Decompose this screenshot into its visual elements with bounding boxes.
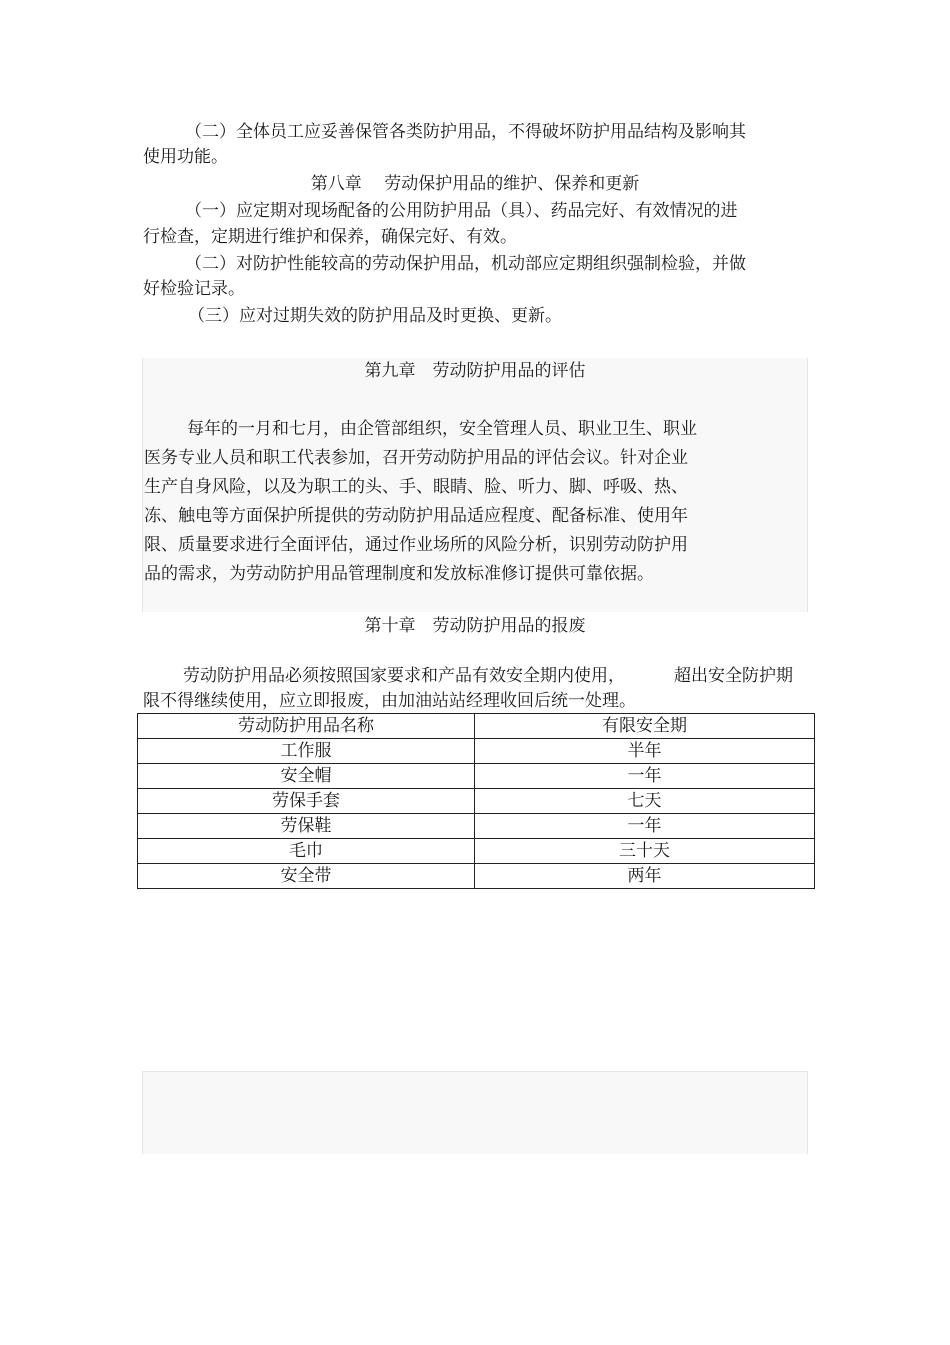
chapter9-line-3: 生产自身风险，以及为职工的头、手、眼睛、脸、听力、脚、呼吸、热、 [144,477,688,497]
header-safety-period: 有限安全期 [475,714,815,739]
chapter10-line2: 限不得继续使用，应立即报废，由加油站站经理收回后统一处理。 [143,691,636,711]
chapter9-heading: 第九章 劳动防护用品的评估 [364,361,586,381]
chapter9-panel [142,358,808,612]
chapter10-line1-part-a: 劳动防护用品必须按照国家要求和产品有效安全期内使用， [183,666,625,686]
item-name-cell: 劳保鞋 [138,814,475,839]
safety-period-cell: 七天 [475,789,815,814]
chapter10-heading: 第十章 劳动防护用品的报废 [364,616,586,636]
table-row [138,864,815,889]
header-item-name: 劳动防护用品名称 [138,714,475,739]
chapter9-line-5: 限、质量要求进行全面评估，通过作业场所的风险分析，识别劳动防护用 [144,535,688,555]
section7-item2-line1: （二）全体员工应妥善保管各类防护用品，不得破坏防护用品结构及影响其 [185,122,746,142]
safety-period-cell: 三十天 [475,839,815,864]
chapter9-line-2: 医务专业人员和职工代表参加，召开劳动防护用品的评估会议。针对企业 [144,448,688,468]
chapter9-line-4: 冻、触电等方面保护所提供的劳动防护用品适应程度、配备标准、使用年 [144,506,688,526]
chapter8-item2-line1: （二）对防护性能较高的劳动保护用品，机动部应定期组织强制检验，并做 [185,254,746,274]
item-name-cell: 毛巾 [138,839,475,864]
safety-period-cell: 一年 [475,764,815,789]
table-row [138,839,815,864]
item-name-cell: 安全带 [138,864,475,889]
chapter8-item1-line2: 行检查，定期进行维护和保养，确保完好、有效。 [143,227,517,247]
item-name-cell: 工作服 [138,739,475,764]
table-row [138,764,815,789]
safety-period-cell: 两年 [475,864,815,889]
table-header-row [138,714,815,739]
table-row [138,789,815,814]
safety-period-cell: 一年 [475,814,815,839]
safety-period-table [137,713,815,889]
chapter10-line1-part-b: 超出安全防护期 [674,666,793,686]
section7-item2-line2: 使用功能。 [143,147,228,167]
item-name-cell: 安全帽 [138,764,475,789]
item-name-cell: 劳保手套 [138,789,475,814]
safety-period-cell: 半年 [475,739,815,764]
chapter9-line-6: 品的需求，为劳动防护用品管理制度和发放标准修订提供可靠依据。 [144,564,654,584]
table-row [138,739,815,764]
chapter8-item2-line2: 好检验记录。 [143,279,245,299]
empty-panel [142,1071,808,1154]
chapter8-heading: 第八章 劳动保护用品的维护、保养和更新 [310,174,640,194]
chapter8-item1-line1: （一）应定期对现场配备的公用防护用品（具）、药品完好、有效情况的进 [185,201,738,221]
table-row [138,814,815,839]
chapter8-item3: （三）应对过期失效的防护用品及时更换、更新。 [188,306,562,326]
chapter9-line-1: 每年的一月和七月，由企管部组织，安全管理人员、职业卫生、职业 [187,419,697,439]
